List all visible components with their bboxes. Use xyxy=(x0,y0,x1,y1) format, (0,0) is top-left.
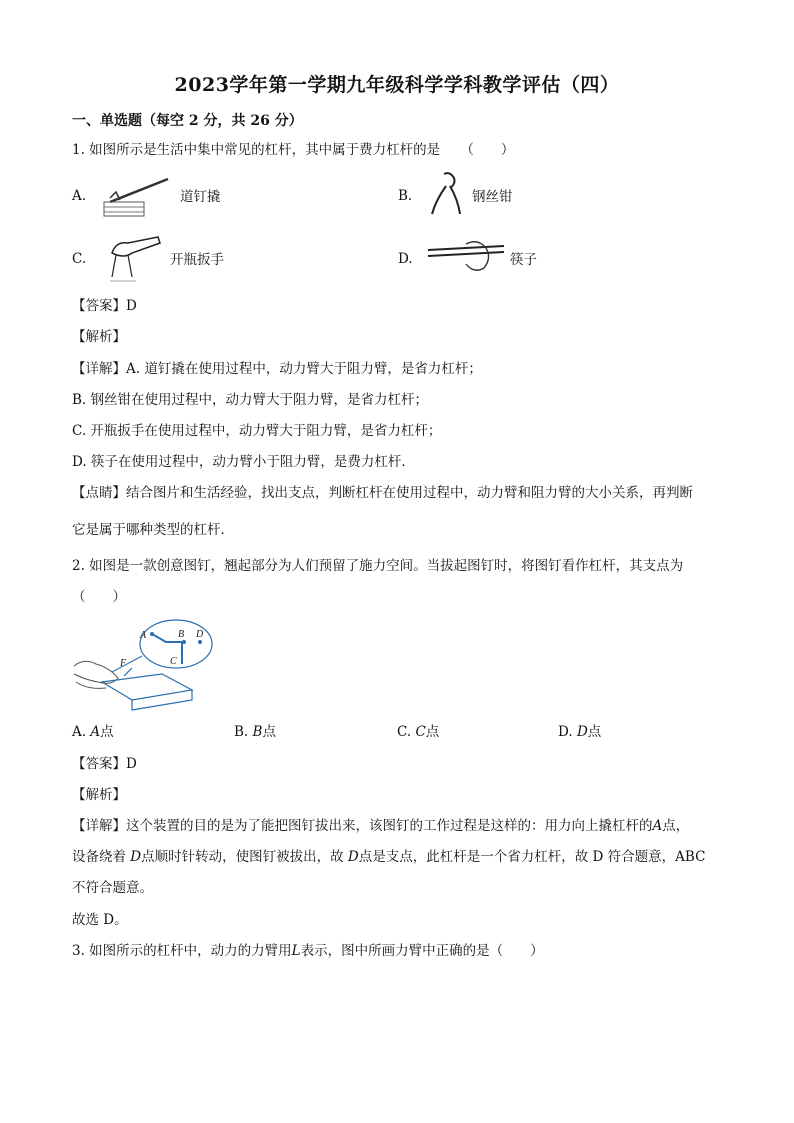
q3-stem: 3. 如图所示的杠杆中，动力的力臂用L表示，图中所画力臂中正确的是（ ） xyxy=(72,943,544,959)
pushpin-lever-figure xyxy=(72,612,222,712)
q2-stem-line1: 2. 如图是一款创意图钉，翘起部分为人们预留了施力空间。当拔起图钉时，将图钉看作杠杆，其支点为 xyxy=(72,558,684,574)
q1-detail-a: 【详解】A. 道钉撬在使用过程中，动力臂大于阻力臂，是省力杠杆； xyxy=(72,361,482,377)
q1-answer: 【答案】D xyxy=(72,298,137,314)
q1-detail-c: C. 开瓶扳手在使用过程中，动力臂大于阻力臂，是省力杠杆； xyxy=(72,423,442,439)
q1-option-d-letter: D. xyxy=(398,251,413,267)
q1-option-b-letter: B. xyxy=(398,188,413,204)
q1-option-c-text: 开瓶扳手 xyxy=(170,252,224,268)
q1-analysis: 【解析】 xyxy=(72,329,126,345)
section-heading: 一、单选题（每空 2 分，共 26 分） xyxy=(72,113,303,129)
q1-comment-line2: 它是属于哪种类型的杠杆． xyxy=(72,522,234,538)
q1-stem: 1. 如图所示是生活中集中常见的杠杆，其中属于费力杠杆的是 （ ） xyxy=(72,142,515,158)
bottle-opener-figure xyxy=(106,233,162,287)
label-a: A xyxy=(140,630,147,641)
q2-analysis: 【解析】 xyxy=(72,787,126,803)
q1-comment-line1: 【点睛】结合图片和生活经验，找出支点，判断杠杆在使用过程中，动力臂和阻力臂的大小关系，再判断 xyxy=(72,485,693,501)
q2-option-d: D. D点 xyxy=(558,724,602,740)
page-title: 2023学年第一学期九年级科学学科教学评估（四） xyxy=(174,74,620,96)
q2-option-c: C. C点 xyxy=(397,724,440,740)
q2-answer: 【答案】D xyxy=(72,756,137,772)
q2-detail-line2: 设备绕着 D点顺时针转动，使图钉被拔出，故 D点是支点，此杠杆是一个省力杠杆，故 D 符合题意，ABC xyxy=(72,849,706,865)
q2-option-a: A. A点 xyxy=(72,724,114,740)
q1-option-a-letter: A. xyxy=(72,188,87,204)
q1-option-d-text: 筷子 xyxy=(510,252,537,268)
q2-option-b: B. B点 xyxy=(234,724,276,740)
q1-option-c-letter: C. xyxy=(72,251,87,267)
q1-detail-b: B. 钢丝钳在使用过程中，动力臂大于阻力臂，是省力杠杆； xyxy=(72,392,429,408)
q2-detail-line1: 【详解】这个装置的目的是为了能把图钉拔出来，该图钉的工作过程是这样的：用力向上撬杠杆的A点， xyxy=(72,818,690,834)
q1-detail-d: D. 筷子在使用过程中，动力臂小于阻力臂，是费力杠杆． xyxy=(72,454,415,470)
label-d: D xyxy=(196,629,204,640)
label-b: B xyxy=(178,629,185,640)
q2-stem-line2: （ ） xyxy=(72,589,126,605)
crowbar-figure xyxy=(100,174,172,220)
label-f: F xyxy=(120,658,127,669)
q2-detail-line3: 不符合题意。 xyxy=(72,880,153,896)
label-c: C xyxy=(170,656,177,667)
q1-option-a-text: 道钉撬 xyxy=(180,189,221,205)
chopsticks-figure xyxy=(426,238,506,276)
pliers-figure xyxy=(426,170,468,216)
q1-option-b-text: 钢丝钳 xyxy=(472,189,513,205)
q2-conclusion: 故选 D。 xyxy=(72,912,128,928)
